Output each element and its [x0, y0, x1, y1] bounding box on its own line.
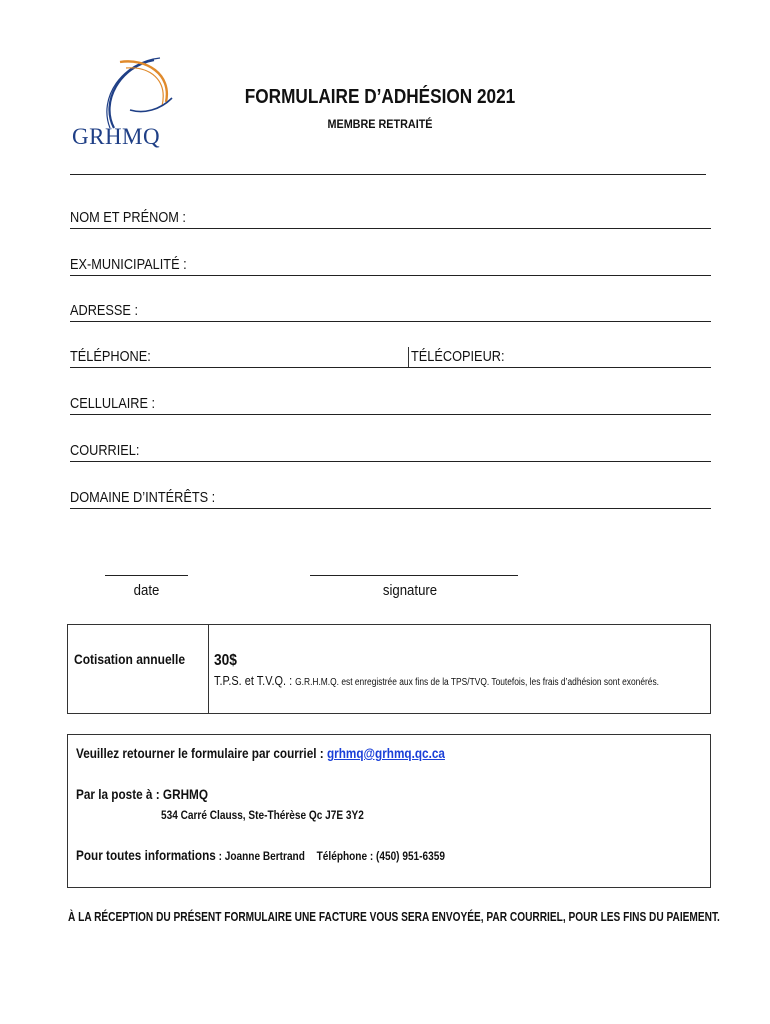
fee-box-divider — [208, 625, 209, 713]
phone-label: TÉLÉPHONE: — [70, 348, 151, 365]
date-line[interactable] — [105, 575, 188, 576]
phone-fax-divider — [408, 347, 409, 367]
return-text: Veuillez retourner le formulaire par courriel : — [76, 745, 327, 761]
cell-label: CELLULAIRE : — [70, 395, 156, 412]
address-field[interactable] — [70, 299, 711, 322]
fee-amount: 30$ — [214, 652, 237, 669]
form-subtitle: MEMBRE RETRAITÉ — [327, 117, 433, 131]
return-line — [76, 745, 445, 761]
contact-box — [67, 734, 711, 888]
name-label: NOM ET PRÉNOM : — [70, 209, 186, 226]
email-label: COURRIEL: — [70, 442, 140, 459]
contact-name: : Joanne Bertrand — [215, 849, 305, 863]
signature-line[interactable] — [310, 575, 518, 576]
info-label: Pour toutes informations — [76, 847, 216, 863]
contact-phone: Téléphone : (450) 951-6359 — [316, 849, 445, 863]
address-label: ADRESSE : — [70, 302, 139, 319]
form-title: FORMULAIRE D’ADHÉSION 2021 — [244, 86, 516, 108]
info-line — [76, 847, 445, 863]
email-link[interactable]: grhmq@grhmq.qc.ca — [326, 745, 445, 761]
fee-taxes — [214, 673, 659, 688]
fax-label: TÉLÉCOPIEUR: — [411, 348, 505, 365]
interests-field[interactable] — [70, 486, 711, 509]
interests-label: DOMAINE D’INTÉRÊTS : — [70, 489, 216, 506]
date-label: date — [133, 582, 160, 599]
email-field[interactable] — [70, 439, 711, 462]
footer-notice: À LA RÉCEPTION DU PRÉSENT FORMULAIRE UNE FACTURE VOUS SERA ENVOYÉE, PAR COURRIEL, POUR LES FINS DU PAIEMENT. — [68, 909, 720, 924]
taxes-label: T.P.S. et T.V.Q. : — [214, 673, 296, 688]
header-separator — [70, 174, 706, 175]
mail-address: 534 Carré Clauss, Ste-Thérèse Qc J7E 3Y2 — [161, 808, 364, 822]
logo-text: GRHMQ — [72, 124, 161, 149]
mail-label: Par la poste à : GRHMQ — [76, 786, 209, 802]
municipality-label: EX-MUNICIPALITÉ : — [70, 256, 187, 273]
fee-box — [67, 624, 711, 714]
cell-field[interactable] — [70, 392, 711, 415]
municipality-field[interactable] — [70, 253, 711, 276]
signature-label: signature — [382, 582, 438, 599]
phone-row[interactable] — [70, 345, 711, 368]
taxes-note: G.R.H.M.Q. est enregistrée aux fins de la TPS/TVQ. Toutefois, les frais d’adhésion sont exonérés. — [295, 677, 660, 688]
fee-label: Cotisation annuelle — [74, 651, 186, 667]
name-field[interactable] — [70, 206, 711, 229]
